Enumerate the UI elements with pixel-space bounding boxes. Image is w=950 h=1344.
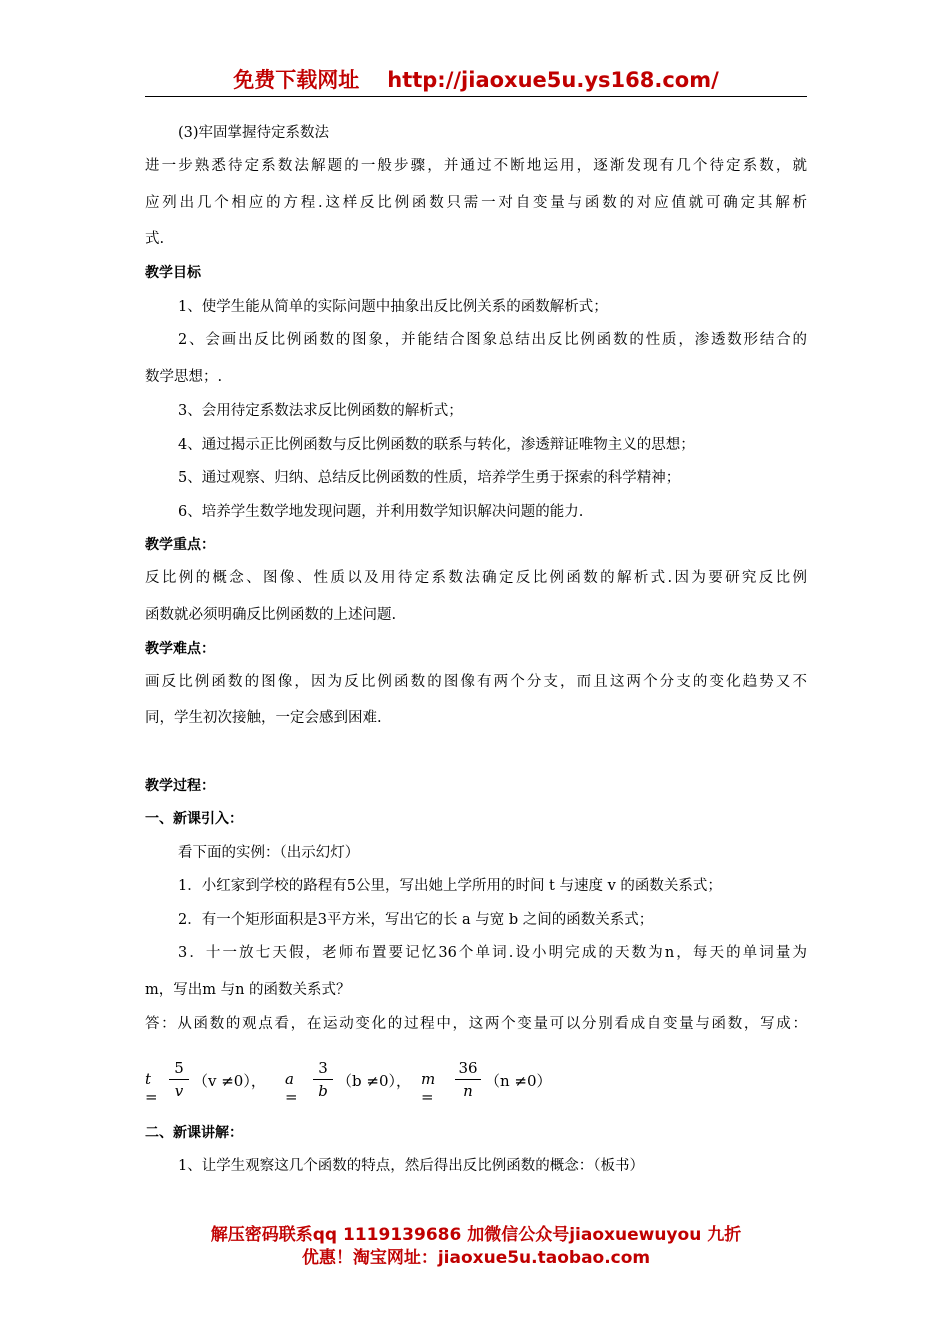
formula-1-condition: （v ≠0）， (193, 1072, 266, 1090)
example-3-line2: m，写出m 与n 的函数关系式？ (145, 982, 351, 998)
difficulties-line1: 画反比例函数的图像，因为反比例函数的图像有两个分支，而且这两个分支的变化趋势又不 (145, 674, 807, 690)
goal-4: 4、通过揭示正比例函数与反比例函数的联系与转化，渗透辩证唯物主义的思想； (178, 437, 695, 453)
section2-item1: 1、让学生观察这几个函数的特点，然后得出反比例函数的概念：（板书） (178, 1158, 644, 1174)
formula-1-fraction (165, 1058, 193, 1101)
difficulties-line2: 同，学生初次接触，一定会感到困难. (145, 710, 382, 726)
header-label: 免费下载网址 (233, 68, 360, 92)
formula-3-lhs: m = (421, 1070, 436, 1106)
footer-line1: 解压密码联系qq 1119139686 加微信公众号jiaoxuewuyou 九折 (210, 1225, 742, 1245)
difficulties-heading: 教学难点： (145, 641, 215, 657)
footer-line2[interactable]: 优惠！淘宝网址：jiaoxue5u.taobao.com (301, 1248, 651, 1268)
intro-paragraph-line1: 进一步熟悉待定系数法解题的一般步骤，并通过不断地运用，逐渐发现有几个待定系数，就 (145, 158, 807, 174)
formula-3-numerator: 36 (458, 1059, 478, 1077)
keypoints-line1: 反比例的概念、图像、性质以及用待定系数法确定反比例函数的解析式.因为要研究反比例 (145, 570, 807, 586)
intro-paragraph-line3: 式. (145, 231, 165, 247)
header-url[interactable]: http://jiaoxue5u.ys168.com/ (387, 68, 719, 92)
goal-2-line2: 数学思想；. (145, 369, 223, 385)
example-2: 2．有一个矩形面积是3平方米，写出它的长 a 与宽 b 之间的函数关系式； (178, 912, 654, 928)
formula-2-denominator: b (318, 1082, 328, 1100)
process-heading: 教学过程： (145, 778, 215, 794)
formula-1-numerator: 5 (174, 1059, 184, 1077)
goal-2-line1: 2、会画出反比例函数的图象，并能结合图象总结出反比例函数的性质，渗透数形结合的 (178, 332, 807, 348)
example-3-line1: 3．十一放七天假，老师布置要记忆36个单词.设小明完成的天数为n，每天的单词量为 (178, 945, 807, 961)
example-1: 1．小红家到学校的路程有5公里，写出她上学所用的时间 t 与速度 v 的函数关系式； (178, 878, 722, 894)
intro-paragraph-line2: 应列出几个相应的方程.这样反比例函数只需一对自变量与函数的对应值就可确定其解析 (145, 195, 807, 211)
formula-3-fraction (451, 1058, 485, 1101)
goals-heading: 教学目标 (145, 265, 201, 281)
section1-heading: 一、新课引入： (145, 811, 243, 827)
page-header (145, 64, 807, 97)
formula-2-lhs: a = (285, 1070, 298, 1106)
goal-3: 3、会用待定系数法求反比例函数的解析式； (178, 403, 463, 419)
goal-5: 5、通过观察、归纳、总结反比例函数的性质，培养学生勇于探索的科学精神； (178, 470, 681, 486)
formula-2-fraction (309, 1058, 337, 1101)
answer-line: 答：从函数的观点看，在运动变化的过程中，这两个变量可以分别看成自变量与函数，写成： (145, 1016, 807, 1032)
goal-6: 6、培养学生数学地发现问题，并利用数学知识解决问题的能力. (178, 504, 584, 520)
formula-2-numerator: 3 (318, 1059, 328, 1077)
intro-item3-title: (3)牢固掌握待定系数法 (178, 125, 330, 141)
formula-3-denominator: n (463, 1082, 473, 1100)
formula-1-denominator: v (174, 1082, 184, 1100)
formula-3-condition: （n ≠0） (485, 1072, 552, 1090)
examples-intro: 看下面的实例：（出示幻灯） (178, 845, 360, 861)
keypoints-line2: 函数就必须明确反比例函数的上述问题. (145, 607, 397, 623)
goal-1: 1、使学生能从简单的实际问题中抽象出反比例关系的函数解析式； (178, 299, 608, 315)
formula-1-lhs: t = (145, 1070, 158, 1106)
section2-heading: 二、新课讲解： (145, 1125, 243, 1141)
keypoints-heading: 教学重点： (145, 537, 215, 553)
formula-2-condition: （b ≠0）， (337, 1072, 411, 1090)
